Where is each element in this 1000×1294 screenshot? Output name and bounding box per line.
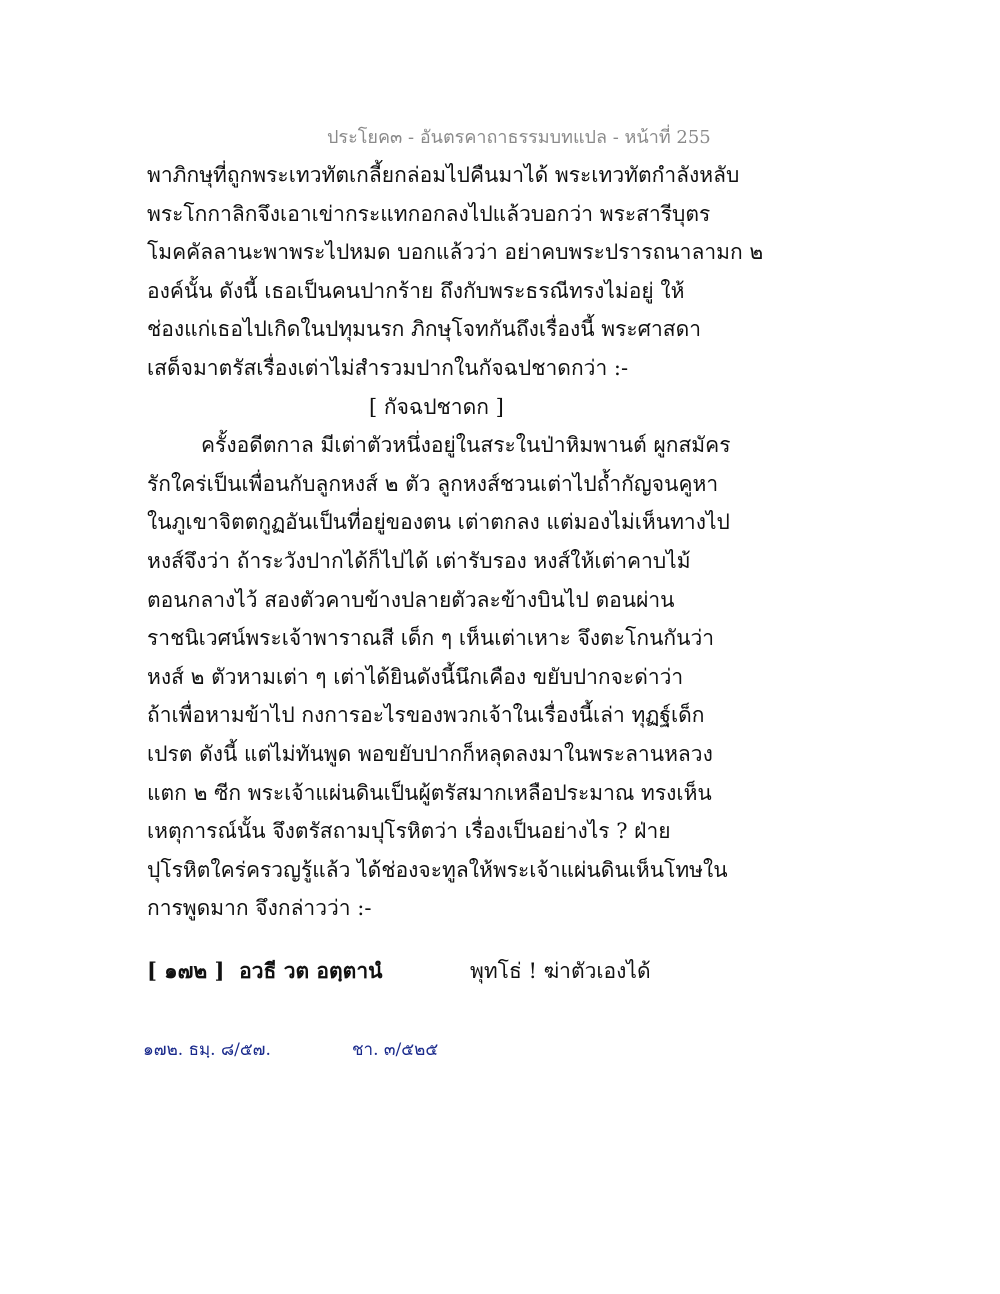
text-line: พระโกกาลิกจึงเอาเข่ากระแทกอกลงไปแล้วบอกว่า พระสารีบุตร <box>147 201 711 226</box>
footnote-ref-dhammapada: ๑๗๒. ธมฺ. ๘/๕๗. <box>143 1040 271 1060</box>
text-line: โมคคัลลานะพาพระไปหมด บอกแล้วว่า อย่าคบพระปรารถนาลามก ๒ <box>147 240 764 265</box>
text-line: พาภิกษุที่ถูกพระเทวทัตเกลี้ยกล่อมไปคืนมาได้ พระเทวทัตกำลังหลับ <box>147 163 740 187</box>
section-title: [ กัจฉปชาดก ] <box>369 394 504 419</box>
footnote-ref-jataka: ชา. ๓/๕๒๕ <box>352 1040 439 1060</box>
text-line: ช่องแก่เธอไปเกิดในปทุมนรก ภิกษุโจทกันถึงเรื่องนี้ พระศาสดา <box>147 317 702 342</box>
text-line: ราชนิเวศน์พระเจ้าพาราณสี เด็ก ๆ เห็นเต่าเหาะ จึงตะโกนกันว่า <box>147 626 715 651</box>
body-text <box>147 156 764 928</box>
text-line: แตก ๒ ซีก พระเจ้าแผ่นดินเป็นผู้ตรัสมากเหลือประมาณ ทรงเห็น <box>147 780 712 805</box>
text-line: องค์นั้น ดังนี้ เธอเป็นคนปากร้าย ถึงกับพระธรณีทรงไม่อยู่ ให้ <box>147 278 685 303</box>
text-line: หงส์ ๒ ตัวหามเต่า ๆ เต่าได้ยินดังนี้นึกเคือง ขยับปากจะด่าว่า <box>147 664 684 689</box>
footnote <box>143 1036 439 1063</box>
verse-line <box>147 952 707 990</box>
text-line: เปรต ดังนี้ แต่ไม่ทันพูด พอขยับปากก็หลุดลงมาในพระลานหลวง <box>147 741 713 766</box>
verse-number: [ ๑๗๒ ] <box>147 958 225 983</box>
text-line: หงส์จึงว่า ถ้าระวังปากได้ก็ไปได้ เต่ารับรอง หงส์ให้เต่าคาบไม้ <box>147 548 691 573</box>
text-line: เสด็จมาตรัสเรื่องเต่าไม่สำรวมปากในกัจฉปชาดกว่า :- <box>147 355 629 380</box>
text-line: ถ้าเพื่อหามข้าไป กงการอะไรของพวกเจ้าในเรื่องนี้เล่า ทุฏฐ์เด็ก <box>147 703 705 728</box>
text-line: ปุโรหิตใคร่ครวญรู้แล้ว ได้ช่องจะทูลให้พระเจ้าแผ่นดินเห็นโทษใน <box>147 857 728 882</box>
verse-pali: อวธี วต อตฺตานํ <box>239 958 383 983</box>
text-line: การพูดมาก จึงกล่าวว่า :- <box>147 896 372 921</box>
text-line: รักใคร่เป็นเพื่อนกับลูกหงส์ ๒ ตัว ลูกหงส์ชวนเต่าไปถ้ำกัญจนคูหา <box>147 471 719 496</box>
page-header: ประโยค๓ - อันตรคาถาธรรมบทแปล - หน้าที่ 255 <box>327 127 711 148</box>
text-line: ตอนกลางไว้ สองตัวคาบข้างปลายตัวละข้างบินไป ตอนผ่าน <box>147 587 675 612</box>
text-line: ในภูเขาจิตตกูฏอันเป็นที่อยู่ของตน เต่าตกลง แต่มองไม่เห็นทางไป <box>147 510 730 535</box>
text-line: เหตุการณ์นั้น จึงตรัสถามปุโรหิตว่า เรื่องเป็นอย่างไร ? ฝ่าย <box>147 819 671 844</box>
text-line: ครั้งอดีตกาล มีเต่าตัวหนึ่งอยู่ในสระในป่าหิมพานต์ ผูกสมัคร <box>201 433 731 458</box>
verse-translation: พุทโธ่ ! ฆ่าตัวเองได้ <box>470 959 651 983</box>
